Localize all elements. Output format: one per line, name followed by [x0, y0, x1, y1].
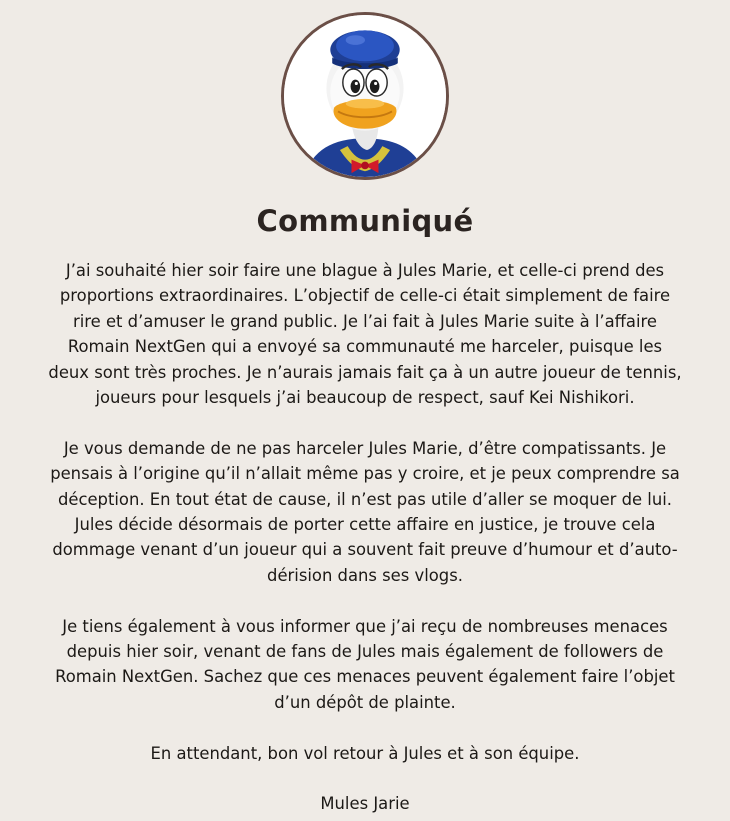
- text-line: dommage venant d’un joueur qui a souvent fait preuve d’humour et d’auto-: [52, 540, 678, 560]
- text-line: depuis hier soir, venant de fans de Jules mais également de followers de: [66, 642, 664, 662]
- text-line: d’un dépôt de plainte.: [274, 692, 456, 712]
- text-line: Romain NextGen qui a envoyé sa communauté me harceler, puisque les: [67, 337, 663, 357]
- paragraph-3: [22, 614, 708, 716]
- text-line: deux sont très proches. Je n’aurais jamais fait ça à un autre joueur de tennis,: [48, 362, 682, 382]
- text-line: Jules décide désormais de porter cette affaire en justice, je trouve cela: [74, 515, 656, 535]
- profile-avatar: [281, 12, 449, 180]
- text-line: J’ai souhaité hier soir faire une blague à Jules Marie, et celle-ci prend des: [65, 261, 665, 280]
- text-line: Je tiens également à vous informer que j’ai reçu de nombreuses menaces: [62, 616, 668, 636]
- page-title: Communiqué: [256, 204, 474, 238]
- text-line: rire et d’amuser le grand public. Je l’ai fait à Jules Marie suite à l’affaire: [72, 311, 657, 331]
- signature: Mules Jarie: [320, 794, 410, 814]
- paragraph-1: [22, 258, 708, 410]
- text-line: proportions extraordinaires. L’objectif de celle-ci était simplement de faire: [59, 286, 671, 306]
- text-line: pensais à l’origine qu’il n’allait même pas y croire, et je peux comprendre sa: [50, 464, 680, 484]
- paragraph-2: [22, 436, 708, 588]
- text-line: En attendant, bon vol retour à Jules et à son équipe.: [150, 743, 580, 763]
- paragraph-4: [22, 741, 708, 766]
- statement-body: [22, 258, 708, 817]
- text-line: Je vous demande de ne pas harceler Jules Marie, d’être compatissants. Je: [63, 438, 667, 458]
- text-line: déception. En tout état de cause, il n’est pas utile d’aller se moquer de lui.: [57, 489, 673, 509]
- text-line: Romain NextGen. Sachez que ces menaces peuvent également faire l’objet: [55, 667, 675, 687]
- text-line: joueurs pour lesquels j’ai beaucoup de respect, sauf Kei Nishikori.: [95, 388, 635, 408]
- duck-avatar-icon: [284, 15, 446, 177]
- text-line: dérision dans ses vlogs.: [267, 565, 463, 585]
